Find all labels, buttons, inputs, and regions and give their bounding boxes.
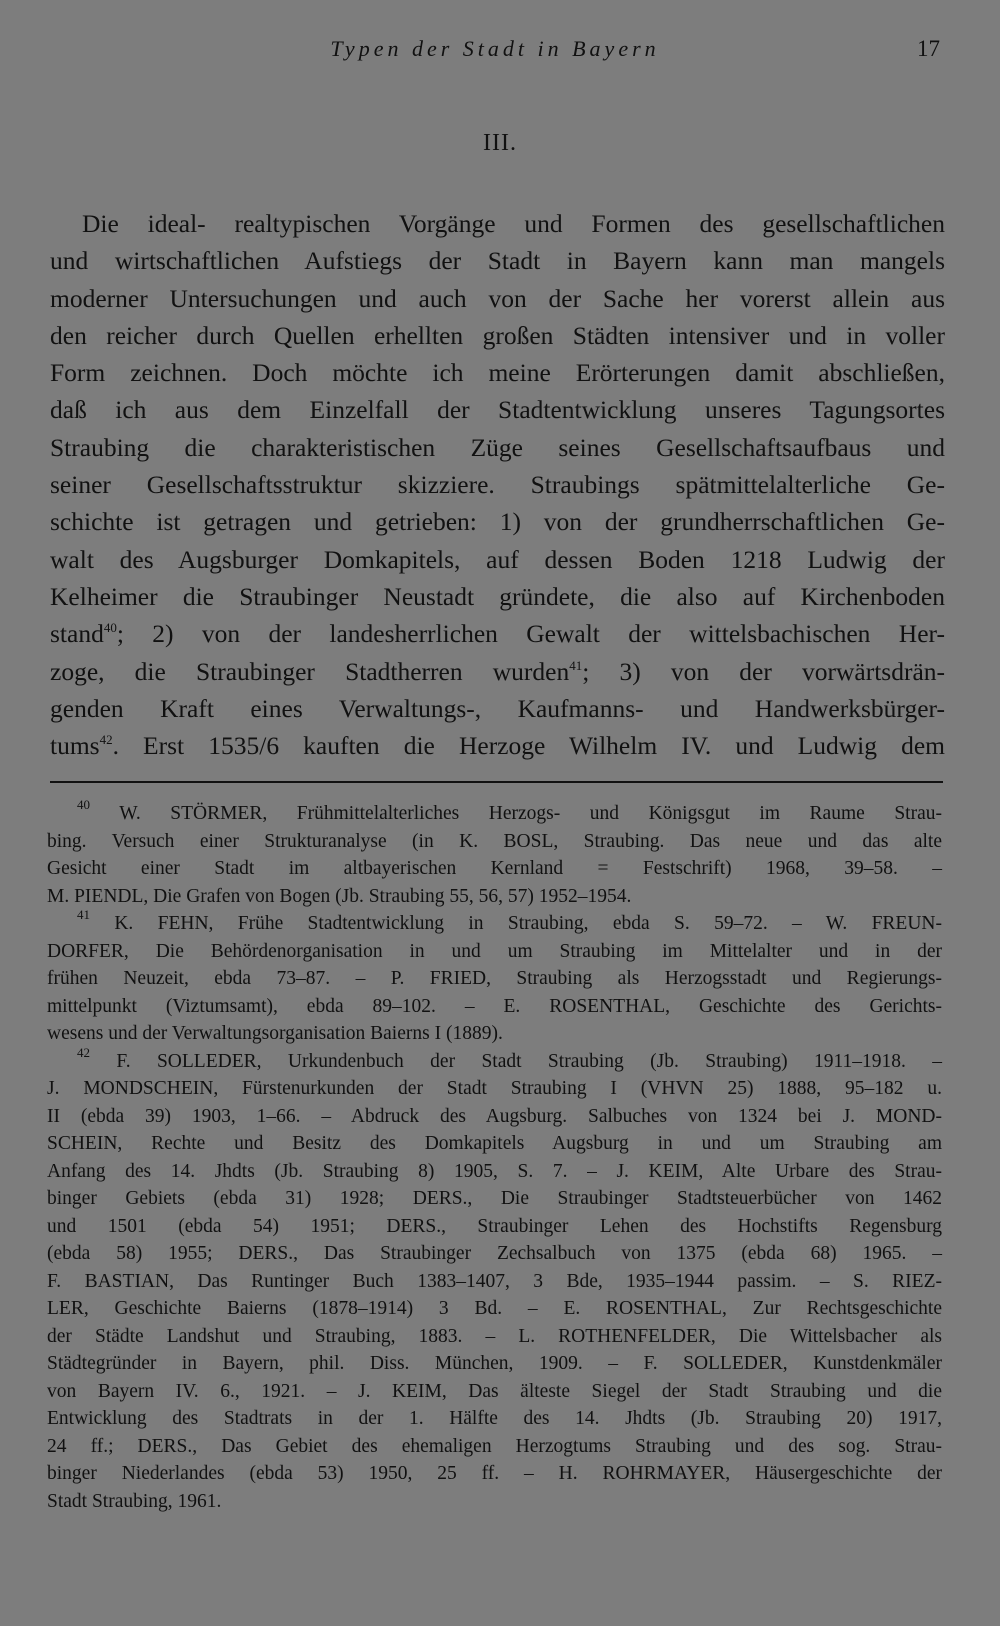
footnote-line: frühen Neuzeit, ebda 73–87. – P. FRIED, Straubing als Herzogsstadt und Regierungs- <box>47 968 942 989</box>
footnote-number-42: 42 <box>77 1044 90 1060</box>
footnote-line: wesens und der Verwaltungsorganisation Baierns I (1889). <box>47 1023 503 1044</box>
paragraph-line: daß ich aus dem Einzelfall der Stadtentwicklung unseres Tagungsortes <box>50 395 945 425</box>
paragraph-text: . Erst 1535/6 kauften die Herzoge Wilhelm IV. und Ludwig dem <box>112 731 945 761</box>
page-number: 17 <box>917 36 940 61</box>
paragraph-line: Straubing die charakteristischen Züge seines Gesellschaftsaufbaus und <box>50 432 945 462</box>
paragraph-text: ; 2) von der landesherrlichen Gewalt der wittelsbachischen Her- <box>116 619 945 649</box>
footnote-line: und 1501 (ebda 54) 1951; DERS., Straubinger Lehen des Hochstifts Regensburg <box>47 1215 942 1237</box>
paragraph-text: tums <box>50 731 100 761</box>
main-paragraph <box>50 205 945 764</box>
footnote-rule <box>50 781 943 783</box>
footnote-text: F. SOLLEDER, Urkundenbuch der Stadt Straubing (Jb. Straubing) 1911–1918. – <box>116 1050 943 1072</box>
footnote-line: bing. Versuch einer Strukturanalyse (in K. BOSL, Straubing. Das neue und das alte <box>47 830 942 852</box>
footnote-number-41: 41 <box>77 907 90 922</box>
footnote-line: SCHEIN, Rechte und Besitz des Domkapitels Augsburg in und um Straubing am <box>47 1133 942 1154</box>
footnote-line: binger Niederlandes (ebda 53) 1950, 25 ff. – H. ROHRMAYER, Häusergeschichte der <box>47 1463 942 1484</box>
footnote-line: DORFER, Die Behördenorganisation in und um Straubing im Mittelalter und in der <box>47 940 942 962</box>
paragraph-line: walt des Augsburger Domkapitels, auf dessen Boden 1218 Ludwig der <box>50 544 945 574</box>
running-title: Typen der Stadt in Bayern <box>330 36 660 61</box>
paragraph-line: schichte ist getragen und getrieben: 1) von der grundherrschaftlichen Ge- <box>50 507 945 537</box>
paragraph-line: Form zeichnen. Doch möchte ich meine Erörterungen damit abschließen, <box>50 358 945 388</box>
paragraph-line <box>50 653 945 690</box>
paragraph-text: zoge, die Straubinger Stadtherren wurden <box>50 656 570 686</box>
footnote-line <box>47 1044 943 1076</box>
footnote-line: binger Gebiets (ebda 31) 1928; DERS., Die Straubinger Stadtsteuerbücher von 1462 <box>47 1188 942 1209</box>
paragraph-line: und wirtschaftlichen Aufstiegs der Stadt in Bayern kann man mangels <box>50 246 945 276</box>
footnote-line: Gesicht einer Stadt im altbayerischen Kernland = Festschrift) 1968, 39–58. – <box>47 858 942 879</box>
paragraph-line: den reicher durch Quellen erhellten großen Städten intensiver und in voller <box>50 320 945 350</box>
paragraph-line: Kelheimer die Straubinger Neustadt gründete, die also auf Kirchenboden <box>50 581 945 611</box>
footnotes <box>47 797 943 1515</box>
footnote-line: II (ebda 39) 1903, 1–66. – Abdruck des Augsburg. Salbuches von 1324 bei J. MOND- <box>47 1105 942 1127</box>
footnote-line <box>47 797 942 828</box>
paragraph-text: stand <box>50 619 104 649</box>
footnote-number-40: 40 <box>77 797 90 812</box>
footnote-text: K. FEHN, Frühe Stadtentwicklung in Straubing, ebda S. 59–72. – W. FREUN- <box>114 913 942 934</box>
footnote-line: LER, Geschichte Baierns (1878–1914) 3 Bd. – E. ROSENTHAL, Zur Rechtsgeschichte <box>47 1298 942 1319</box>
footnote-line: 24 ff.; DERS., Das Gebiet des ehemaligen Herzogtums Straubing und des sog. Strau- <box>47 1435 942 1457</box>
paragraph-line: genden Kraft eines Verwaltungs-, Kaufmanns- und Handwerksbürger- <box>50 693 945 723</box>
footnote-line: (ebda 58) 1955; DERS., Das Straubinger Zechsalbuch von 1375 (ebda 68) 1965. – <box>47 1243 942 1264</box>
footnote-text: W. STÖRMER, Frühmittelalterliches Herzogs- und Königsgut im Raume Strau- <box>119 803 942 824</box>
section-heading: III. <box>483 130 517 156</box>
footnote-line: Anfang des 14. Jhdts (Jb. Straubing 8) 1905, S. 7. – J. KEIM, Alte Urbare des Strau- <box>47 1160 942 1182</box>
paragraph-line: Die ideal- realtypischen Vorgänge und Formen des gesellschaftlichen <box>82 209 945 238</box>
footnote-line: Entwicklung des Stadtrats in der 1. Hälfte des 14. Jhdts (Jb. Straubing 20) 1917, <box>47 1408 942 1429</box>
footnote-line <box>47 907 942 938</box>
footnote-ref-42[interactable]: 42 <box>99 732 113 748</box>
footnote-ref-40[interactable]: 40 <box>103 620 117 636</box>
footnote-line: J. MONDSCHEIN, Fürstenurkunden der Stadt Straubing I (VHVN 25) 1888, 95–182 u. <box>47 1078 942 1099</box>
paragraph-line: seiner Gesellschaftsstruktur skizziere. Straubings spätmittelalterliche Ge- <box>50 470 945 500</box>
footnote-line: M. PIENDL, Die Grafen von Bogen (Jb. Straubing 55, 56, 57) 1952–1954. <box>47 885 632 907</box>
paragraph-line <box>50 615 945 652</box>
footnote-line: von Bayern IV. 6., 1921. – J. KEIM, Das älteste Siegel der Stadt Straubing und die <box>47 1380 942 1402</box>
footnote-line: Stadt Straubing, 1961. <box>47 1490 222 1512</box>
paragraph-text: ; 3) von der vorwärtsdrän- <box>582 656 945 686</box>
footnote-line: der Städte Landshut und Straubing, 1883. – L. ROTHENFELDER, Die Wittelsbacher als <box>47 1325 942 1347</box>
footnote-line: F. BASTIAN, Das Runtinger Buch 1383–1407, 3 Bde, 1935–1944 passim. – S. RIEZ- <box>47 1270 942 1292</box>
running-head <box>50 34 940 68</box>
footnote-line: mittelpunkt (Viztumsamt), ebda 89–102. – E. ROSENTHAL, Geschichte des Gerichts- <box>47 995 942 1017</box>
footnote-ref-41[interactable]: 41 <box>569 657 583 673</box>
paragraph-line <box>50 727 945 764</box>
paragraph-line: moderner Untersuchungen und auch von der Sache her vorerst allein aus <box>50 283 945 313</box>
footnote-line: Städtegründer in Bayern, phil. Diss. München, 1909. – F. SOLLEDER, Kunstdenkmäler <box>47 1353 942 1374</box>
